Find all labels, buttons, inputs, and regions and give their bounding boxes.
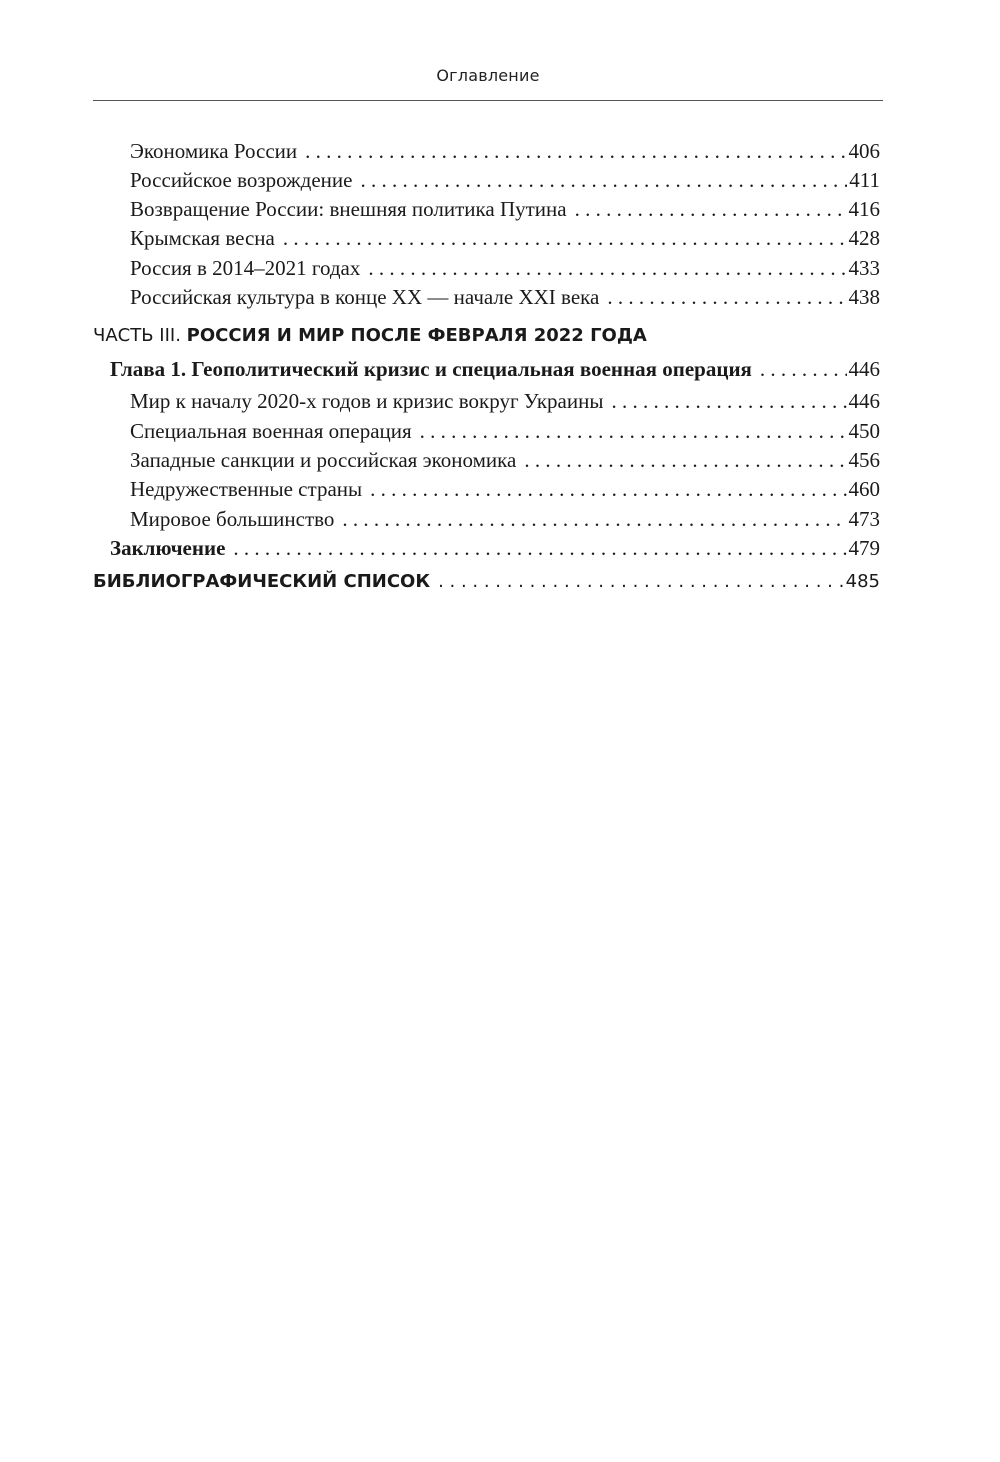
toc-chapter-entry[interactable] — [110, 354, 880, 384]
toc-entry-page: 473 — [848, 507, 880, 531]
leader-dots — [438, 567, 844, 597]
toc-entry-page: 438 — [848, 285, 880, 309]
leader-dots — [607, 282, 846, 312]
toc-entry[interactable] — [130, 165, 880, 195]
toc-entry-title: Возвращение России: внешняя политика Путина — [130, 197, 567, 221]
toc-entry-page: 416 — [848, 197, 880, 221]
leader-dots — [342, 504, 846, 534]
toc-entry-title: Специальная военная операция — [130, 419, 412, 443]
toc-entry-page: 433 — [848, 256, 880, 280]
toc-chapter-page: 446 — [848, 357, 880, 381]
part-heading[interactable] — [93, 321, 647, 351]
toc-conclusion-page: 479 — [848, 536, 880, 560]
toc-entry-page: 450 — [848, 419, 880, 443]
leader-dots — [360, 165, 847, 195]
toc-entry[interactable] — [130, 282, 880, 312]
leader-dots — [524, 445, 846, 475]
toc-chapter-title: Глава 1. Геополитический кризис и специальная военная операция — [110, 357, 752, 381]
toc-bibliography-entry[interactable] — [93, 567, 880, 597]
leader-dots — [283, 223, 847, 253]
running-head-title: Оглавление — [436, 66, 540, 85]
toc-entry-title: Экономика России — [130, 139, 298, 163]
toc-entry[interactable] — [130, 416, 880, 446]
leader-dots — [305, 136, 846, 166]
toc-entry-title: Россия в 2014–2021 годах — [130, 256, 361, 280]
toc-conclusion-title: Заключение — [110, 536, 226, 560]
leader-dots — [760, 354, 847, 384]
toc-entry-title: Недружественные страны — [130, 477, 363, 501]
toc-entry[interactable] — [130, 223, 880, 253]
toc-bibliography-page: 485 — [845, 571, 880, 592]
toc-bibliography-title: БИБЛИОГРАФИЧЕСКИЙ СПИСОК — [93, 571, 431, 592]
toc-entry[interactable] — [130, 136, 880, 166]
toc-entry-page: 446 — [848, 389, 880, 413]
toc-entry[interactable] — [130, 504, 880, 534]
toc-entry[interactable] — [130, 386, 880, 416]
toc-entry-page: 406 — [848, 139, 880, 163]
leader-dots — [420, 416, 847, 446]
toc-entry-page: 460 — [848, 477, 880, 501]
leader-dots — [233, 533, 846, 563]
header-rule — [93, 100, 883, 101]
leader-dots — [370, 474, 846, 504]
toc-entry[interactable] — [130, 253, 880, 283]
toc-entry-title: Мировое большинство — [130, 507, 335, 531]
toc-entry-title: Крымская весна — [130, 226, 275, 250]
toc-entry-title: Мир к началу 2020-х годов и кризис вокруг Украины — [130, 389, 604, 413]
toc-entry[interactable] — [130, 445, 880, 475]
toc-entry-page: 428 — [848, 226, 880, 250]
toc-conclusion-entry[interactable] — [110, 533, 880, 563]
toc-entry[interactable] — [130, 474, 880, 504]
toc-entry[interactable] — [130, 194, 880, 224]
toc-entry-page: 456 — [848, 448, 880, 472]
toc-entry-title: Западные санкции и российская экономика — [130, 448, 517, 472]
part-title: РОССИЯ И МИР ПОСЛЕ ФЕВРАЛЯ 2022 ГОДА — [186, 325, 647, 346]
toc-entry-page: 411 — [849, 168, 880, 192]
leader-dots — [368, 253, 846, 283]
toc-entry-title: Российское возрождение — [130, 168, 353, 192]
leader-dots — [611, 386, 846, 416]
leader-dots — [575, 194, 847, 224]
part-label: ЧАСТЬ III. — [93, 325, 181, 346]
toc-entry-title: Российская культура в конце XX — начале XXI века — [130, 285, 600, 309]
